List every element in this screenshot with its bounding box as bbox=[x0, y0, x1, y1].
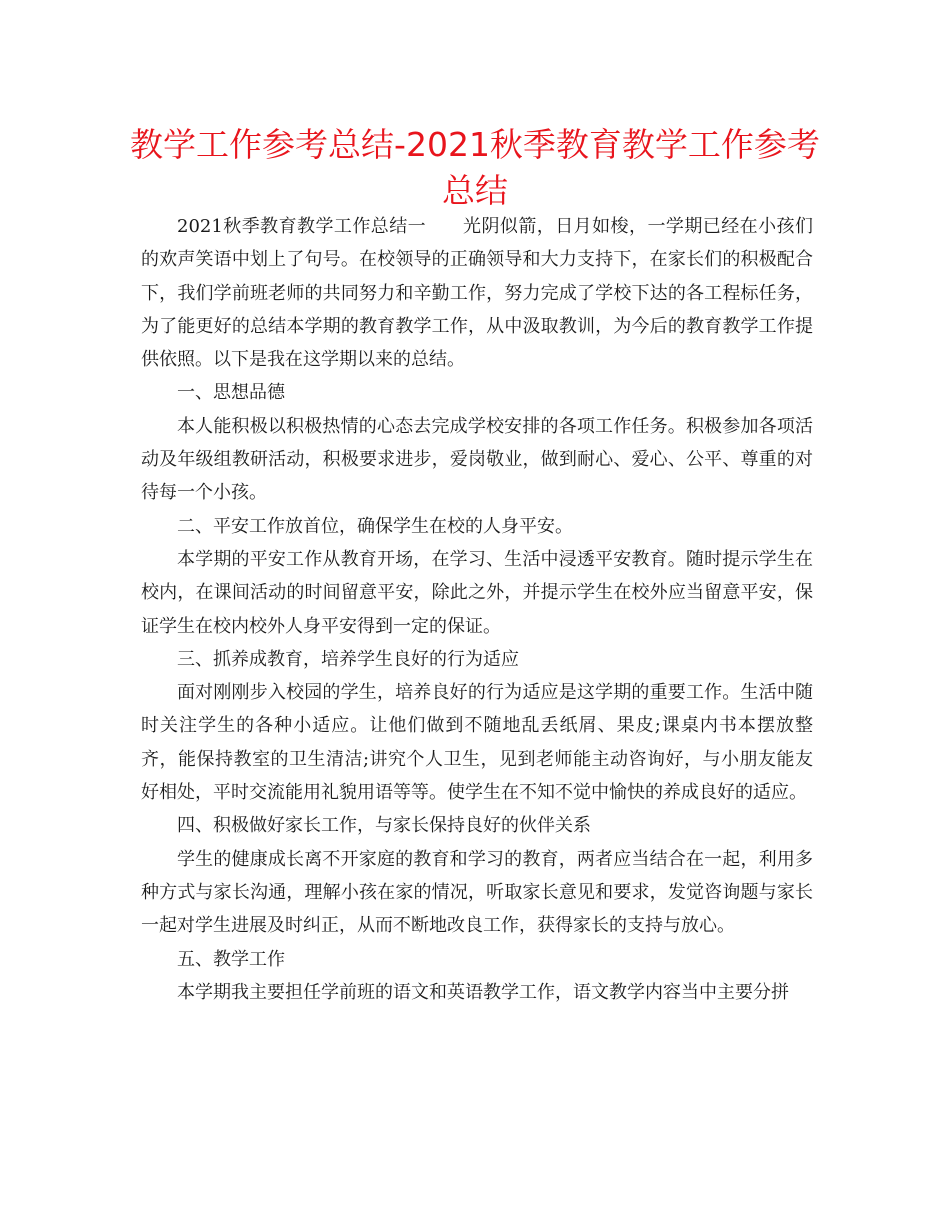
section-heading-2: 二、平安工作放首位，确保学生在校的人身平安。 bbox=[177, 515, 573, 537]
intro-paragraph: 2021秋季教育教学工作总结一 光阴似箭，日月如梭，一学期已经在小孩们的欢声笑语中划上了句号。在校领导的正确领导和大力支持下，在家长们的积极配合下，我们学前班老师的共同努力和辛勤工作，努力完成了学校下达的各工程标任务，为了能更好的总结本学期的教育教学工作，从中汲取教训，为今后的教育教学工作提供依照。以下是我在这学期以来的总结。 bbox=[141, 216, 813, 371]
section-paragraph-1: 本人能积极以积极热情的心态去完成学校安排的各项工作任务。积极参加各项活动及年级组教研活动，积极要求进步，爱岗敬业，做到耐心、爱心、公平、尊重的对待每一个小孩。 bbox=[141, 415, 813, 504]
section-heading-5: 五、教学工作 bbox=[177, 948, 285, 970]
section-paragraph-3: 面对刚刚步入校园的学生，培养良好的行为适应是这学期的重要工作。生活中随时关注学生的各种小适应。让他们做到不随地乱丢纸屑、果皮;课桌内书本摆放整齐，能保持教室的卫生清洁;讲究个人卫生，见到老师能主动咨询好，与小朋友能友好相处，平时交流能用礼貌用语等等。使学生在不知不觉中愉快的养成良好的适应。 bbox=[141, 682, 813, 804]
section-heading-1: 一、思想品德 bbox=[177, 382, 285, 404]
section-heading-3: 三、抓养成教育，培养学生良好的行为适应 bbox=[177, 648, 519, 670]
document-title: 教学工作参考总结-2021秋季教育教学工作参考总结 bbox=[130, 125, 820, 210]
section-heading-4: 四、积极做好家长工作，与家长保持良好的伙伴关系 bbox=[177, 815, 591, 837]
section-paragraph-4: 学生的健康成长离不开家庭的教育和学习的教育，两者应当结合在一起，利用多种方式与家长沟通，理解小孩在家的情况，听取家长意见和要求，发觉咨询题与家长一起对学生进展及时纠正，从而不断地改良工作，获得家长的支持与放心。 bbox=[141, 848, 813, 937]
document-body bbox=[141, 210, 813, 1009]
section-paragraph-5: 本学期我主要担任学前班的语文和英语教学工作，语文教学内容当中主要分拼 bbox=[177, 981, 789, 1003]
section-paragraph-2: 本学期的平安工作从教育开场，在学习、生活中浸透平安教育。随时提示学生在校内，在课间活动的时间留意平安，除此之外，并提示学生在校外应当留意平安，保证学生在校内校外人身平安得到一定的保证。 bbox=[141, 548, 813, 637]
